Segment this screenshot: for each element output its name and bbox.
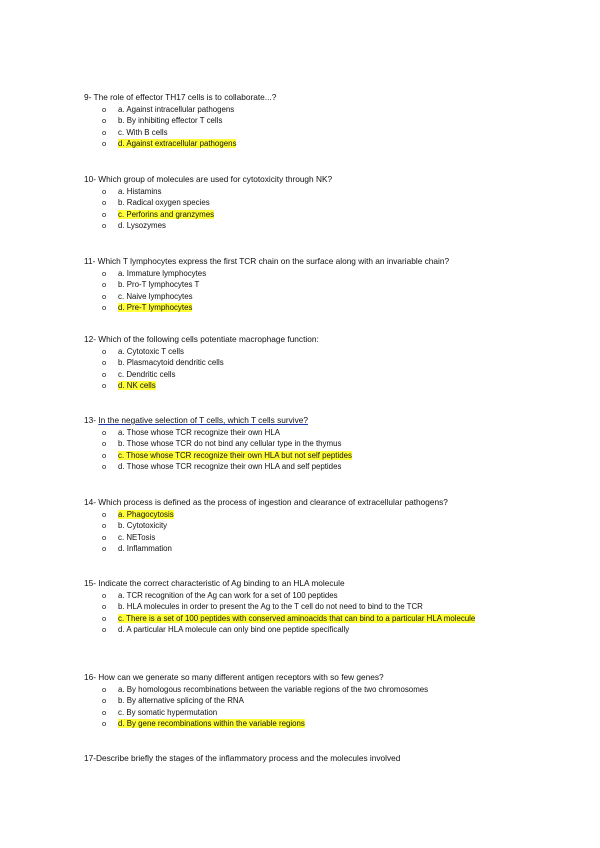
option-text: c. Naive lymphocytes	[118, 291, 193, 301]
option-text: c. NETosis	[118, 532, 156, 542]
option-list	[84, 684, 524, 730]
circle-bullet-icon: o	[102, 198, 107, 207]
circle-bullet-icon: o	[102, 509, 107, 519]
option-a-highlighted	[84, 509, 524, 521]
option-a	[84, 684, 524, 696]
circle-bullet-icon: o	[102, 590, 107, 600]
question-text-underlined: In the negative selection of T cells, which T cells survive?	[98, 415, 308, 425]
option-c	[84, 127, 524, 139]
question-text: 16- How can we generate so many different antigen receptors with so few genes?	[84, 672, 384, 682]
option-b	[84, 438, 524, 450]
option-d	[84, 624, 524, 636]
option-c	[84, 369, 524, 381]
question-number: 13-	[84, 415, 99, 425]
option-text: d. Pre-T lymphocytes	[118, 303, 193, 312]
option-b	[84, 279, 524, 291]
option-c	[84, 532, 524, 544]
option-text: d. NK cells	[118, 381, 156, 390]
circle-bullet-icon: o	[102, 427, 107, 437]
option-a	[84, 186, 524, 198]
circle-bullet-icon: o	[102, 127, 107, 137]
option-text: b. Radical oxygen species	[118, 198, 210, 207]
option-b	[84, 115, 524, 127]
circle-bullet-icon: o	[102, 209, 107, 219]
option-d	[84, 543, 524, 555]
circle-bullet-icon: o	[102, 358, 107, 367]
option-b	[84, 601, 524, 613]
circle-bullet-icon: o	[102, 280, 107, 289]
question-9	[84, 92, 524, 150]
option-text: d. Lysozymes	[118, 221, 166, 230]
option-b	[84, 357, 524, 369]
option-c-highlighted	[84, 450, 524, 462]
option-text: a. TCR recognition of the Ag can work for a set of 100 peptides	[118, 590, 338, 600]
option-list	[84, 590, 524, 636]
option-text: b. Plasmacytoid dendritic cells	[118, 358, 224, 367]
question-16	[84, 672, 524, 730]
question-text: 14- Which process is defined as the process of ingestion and clearance of extracellular pathogens?	[84, 497, 448, 507]
option-a	[84, 104, 524, 116]
option-list	[84, 104, 524, 150]
option-b	[84, 197, 524, 209]
question-text: 17-Describe briefly the stages of the inflammatory process and the molecules involved	[84, 753, 401, 763]
option-text: a. Immature lymphocytes	[118, 268, 207, 278]
question-11	[84, 256, 524, 314]
circle-bullet-icon: o	[102, 707, 107, 717]
circle-bullet-icon: o	[102, 221, 107, 230]
circle-bullet-icon: o	[102, 346, 107, 356]
circle-bullet-icon: o	[102, 369, 107, 379]
option-text: b. Cytotoxicity	[118, 521, 168, 530]
option-c	[84, 707, 524, 719]
circle-bullet-icon: o	[102, 521, 107, 530]
option-text: b. By inhibiting effector T cells	[118, 116, 223, 125]
option-text: d. Those whose TCR recognize their own HLA and self peptides	[118, 462, 342, 471]
question-text: 11- Which T lymphocytes express the first TCR chain on the surface along with an invariable chain?	[84, 256, 450, 266]
option-a	[84, 268, 524, 280]
question-14	[84, 497, 524, 555]
option-text: b. By alternative splicing of the RNA	[118, 696, 244, 705]
question-text: 12- Which of the following cells potentiate macrophage function:	[84, 334, 319, 344]
option-d-highlighted	[84, 380, 524, 392]
option-d	[84, 461, 524, 473]
option-text: c. Dendritic cells	[118, 369, 176, 379]
option-list	[84, 427, 524, 473]
circle-bullet-icon: o	[102, 186, 107, 196]
option-b	[84, 520, 524, 532]
option-c	[84, 291, 524, 303]
option-text: a. Those whose TCR recognize their own HLA	[118, 427, 280, 437]
question-text: 9- The role of effector TH17 cells is to collaborate...?	[84, 92, 277, 102]
option-text: d. Against extracellular pathogens	[118, 139, 237, 148]
circle-bullet-icon: o	[102, 613, 107, 623]
circle-bullet-icon: o	[102, 439, 107, 448]
question-12	[84, 334, 524, 392]
option-a	[84, 427, 524, 439]
question-13	[84, 415, 524, 473]
option-text: a. Against intracellular pathogens	[118, 104, 235, 114]
circle-bullet-icon: o	[102, 684, 107, 694]
circle-bullet-icon: o	[102, 462, 107, 471]
option-text: c. With B cells	[118, 127, 168, 137]
option-list	[84, 346, 524, 392]
question-15	[84, 578, 524, 636]
circle-bullet-icon: o	[102, 381, 107, 390]
circle-bullet-icon: o	[102, 696, 107, 705]
option-d-highlighted	[84, 138, 524, 150]
option-text: c. There is a set of 100 peptides with conserved aminoacids that can bind to a particular HLA molecule	[118, 613, 476, 623]
question-10	[84, 174, 524, 232]
question-text: 15- Indicate the correct characteristic of Ag binding to an HLA molecule	[84, 578, 345, 588]
option-text: a. Histamins	[118, 186, 162, 196]
option-text: c. Those whose TCR recognize their own HLA but not self peptides	[118, 450, 352, 460]
option-text: d. By gene recombinations within the variable regions	[118, 719, 305, 728]
circle-bullet-icon: o	[102, 602, 107, 611]
circle-bullet-icon: o	[102, 532, 107, 542]
option-list	[84, 186, 524, 232]
option-text: d. Inflammation	[118, 544, 172, 553]
option-c-highlighted	[84, 613, 506, 625]
option-c-highlighted	[84, 209, 524, 221]
circle-bullet-icon: o	[102, 268, 107, 278]
option-text: a. Cytotoxic T cells	[118, 346, 184, 356]
option-list	[84, 509, 524, 555]
circle-bullet-icon: o	[102, 544, 107, 553]
question-text: 10- Which group of molecules are used for cytotoxicity through NK?	[84, 174, 333, 184]
question-17	[84, 753, 524, 765]
circle-bullet-icon: o	[102, 719, 107, 728]
option-a	[84, 346, 524, 358]
option-d-highlighted	[84, 302, 524, 314]
option-b	[84, 695, 524, 707]
option-a	[84, 590, 524, 602]
circle-bullet-icon: o	[102, 139, 107, 148]
option-d	[84, 220, 524, 232]
option-text: a. Phagocytosis	[118, 509, 174, 519]
option-text: b. Those whose TCR do not bind any cellular type in the thymus	[118, 439, 342, 448]
circle-bullet-icon: o	[102, 104, 107, 114]
option-text: c. Perforins and granzymes	[118, 209, 215, 219]
circle-bullet-icon: o	[102, 303, 107, 312]
option-text: a. By homologous recombinations between the variable regions of the two chromosomes	[118, 684, 429, 694]
option-d-highlighted	[84, 718, 524, 730]
option-text: b. HLA molecules in order to present the Ag to the T cell do not need to bind to the TCR	[118, 602, 423, 611]
option-text: c. By somatic hypermutation	[118, 707, 218, 717]
circle-bullet-icon: o	[102, 450, 107, 460]
question-text	[84, 415, 524, 427]
circle-bullet-icon: o	[102, 625, 107, 634]
circle-bullet-icon: o	[102, 116, 107, 125]
option-text: b. Pro-T lymphocytes T	[118, 280, 200, 289]
circle-bullet-icon: o	[102, 291, 107, 301]
option-list	[84, 268, 524, 314]
option-text: d. A particular HLA molecule can only bind one peptide specifically	[118, 625, 350, 634]
